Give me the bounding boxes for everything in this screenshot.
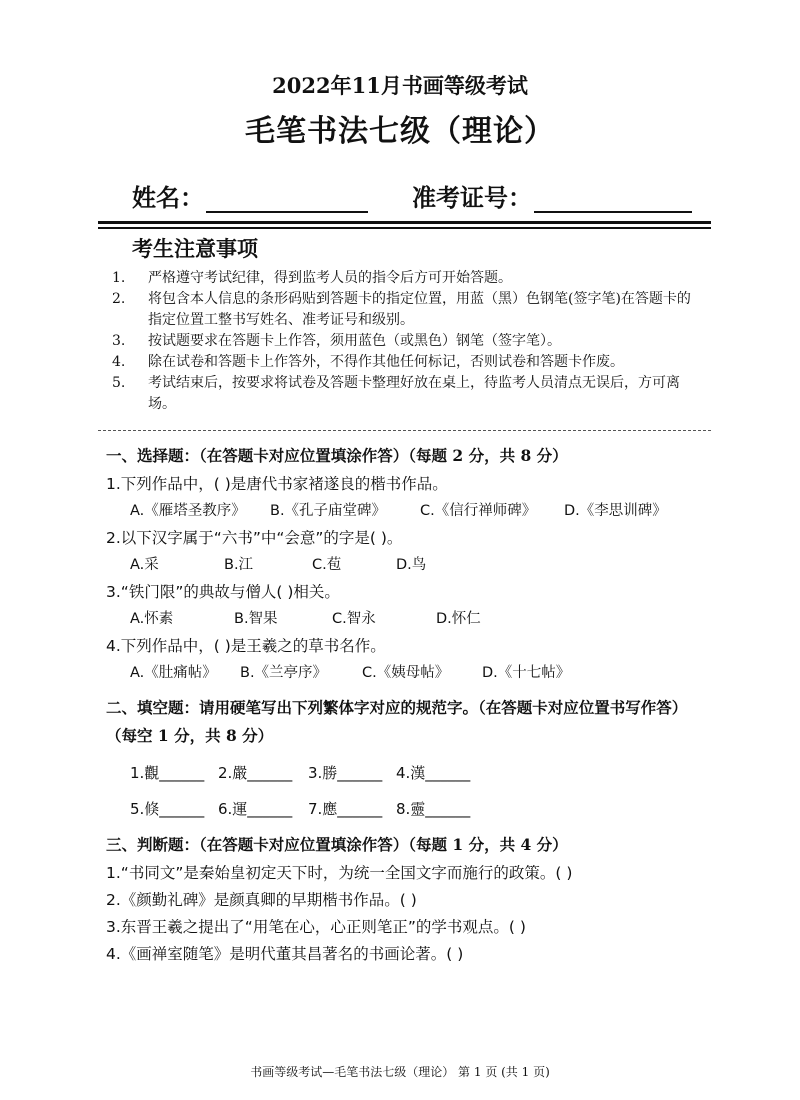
exam-title: 2022年11月书画等级考试 — [272, 73, 528, 98]
judgment-item-3: 3.东晋王羲之提出了“用笔在心，心正则笔正”的学书观点。( ) — [106, 918, 526, 936]
question-1: 1.下列作品中，( )是唐代书家褚遂良的楷书作品。 — [106, 475, 448, 493]
name-blank-line — [206, 183, 368, 213]
fill-blank-item: 1.觀______ — [130, 764, 205, 782]
exam-id-blank-line — [534, 183, 692, 213]
fill-blank-item: 2.嚴______ — [218, 764, 293, 782]
notice-item-text: 严格遵守考试纪律，得到监考人员的指令后方可开始答题。 — [148, 270, 512, 286]
option-b: B.智果 — [234, 611, 278, 627]
fill-blank-item: 3.勝______ — [308, 764, 383, 782]
option-a: A.采 — [130, 557, 159, 573]
exam-id-field — [412, 178, 692, 213]
question-4: 4.下列作品中，( )是王羲之的草书名作。 — [106, 637, 386, 655]
notice-item-number: 4. — [112, 354, 126, 370]
fill-blank-item: 4.漢______ — [396, 764, 471, 782]
option-a: A.《雁塔圣教序》 — [130, 503, 246, 519]
fill-blank-item: 8.靈______ — [396, 800, 471, 818]
notice-item-text: 按试题要求在答题卡上作答，须用蓝色（或黑色）钢笔（签字笔）。 — [148, 333, 561, 349]
option-d: D.《李思训碑》 — [564, 503, 667, 519]
option-d: D.鸟 — [396, 557, 427, 573]
option-d: D.怀仁 — [436, 611, 481, 627]
fill-blank-item: 6.運______ — [218, 800, 293, 818]
name-field — [132, 178, 368, 213]
page-footer: 书画等级考试—毛笔书法七级（理论） 第 1 页 (共 1 页) — [250, 1065, 550, 1079]
header-divider-thick — [98, 221, 711, 224]
option-c: C.《姨母帖》 — [362, 665, 450, 681]
fill-blank-item: 7.應______ — [308, 800, 383, 818]
option-b: B.江 — [224, 557, 254, 573]
question-2: 2.以下汉字属于“六书”中“会意”的字是( )。 — [106, 529, 403, 547]
notice-item-text: 考试结束后，按要求将试卷及答题卡整理好放在桌上，待监考人员清点无误后，方可离场。 — [148, 375, 680, 412]
subject-title: 毛笔书法七级（理论） — [245, 114, 555, 149]
option-c: C.苞 — [312, 557, 342, 573]
section2-heading-line1: 二、填空题：请用硬笔写出下列繁体字对应的规范字。（在答题卡对应位置书写作答） — [106, 698, 688, 717]
option-c: C.智永 — [332, 611, 376, 627]
option-b: B.《兰亭序》 — [240, 665, 328, 681]
option-a: A.怀素 — [130, 611, 174, 627]
notice-item — [112, 289, 692, 331]
name-label: 姓名： — [132, 183, 204, 212]
notice-item — [112, 268, 692, 289]
notice-title: 考生注意事项 — [132, 236, 258, 261]
judgment-item-4: 4.《画禅室随笔》是明代董其昌著名的书画论著。( ) — [106, 945, 464, 963]
question-3: 3.“铁门限”的典故与僧人( )相关。 — [106, 583, 340, 601]
notice-list — [112, 268, 692, 415]
notice-item — [112, 352, 692, 373]
notice-item — [112, 373, 692, 415]
notice-item-text: 除在试卷和答题卡上作答外，不得作其他任何标记，否则试卷和答题卡作废。 — [148, 354, 624, 370]
notice-item-number: 1. — [112, 270, 126, 286]
option-c: C.《信行禅师碑》 — [420, 503, 537, 519]
header-divider-thin — [98, 227, 711, 229]
option-b: B.《孔子庙堂碑》 — [270, 503, 387, 519]
notice-item-number: 5. — [112, 375, 126, 391]
section2-heading-line2: （每空 1 分，共 8 分） — [106, 726, 274, 745]
option-a: A.《肚痛帖》 — [130, 665, 217, 681]
section1-heading: 一、选择题：（在答题卡对应位置填涂作答）（每题 2 分，共 8 分） — [106, 446, 568, 465]
notice-item — [112, 331, 692, 352]
notice-item-text: 将包含本人信息的条形码贴到答题卡的指定位置，用蓝（黑）色钢笔(签字笔)在答题卡的指定位置工整书写姓名、准考证号和级别。 — [148, 291, 691, 328]
exam-id-label: 准考证号： — [412, 183, 532, 212]
judgment-item-2: 2.《颜勤礼碑》是颜真卿的早期楷书作品。( ) — [106, 891, 417, 909]
section3-heading: 三、判断题：（在答题卡对应位置填涂作答）（每题 1 分，共 4 分） — [106, 835, 568, 854]
notice-item-number: 3. — [112, 333, 126, 349]
section-divider — [98, 430, 711, 431]
fill-blank-item: 5.倏______ — [130, 800, 205, 818]
option-d: D.《十七帖》 — [482, 665, 571, 681]
notice-item-number: 2. — [112, 291, 126, 307]
judgment-item-1: 1.“书同文”是秦始皇初定天下时，为统一全国文字而施行的政策。( ) — [106, 864, 573, 882]
